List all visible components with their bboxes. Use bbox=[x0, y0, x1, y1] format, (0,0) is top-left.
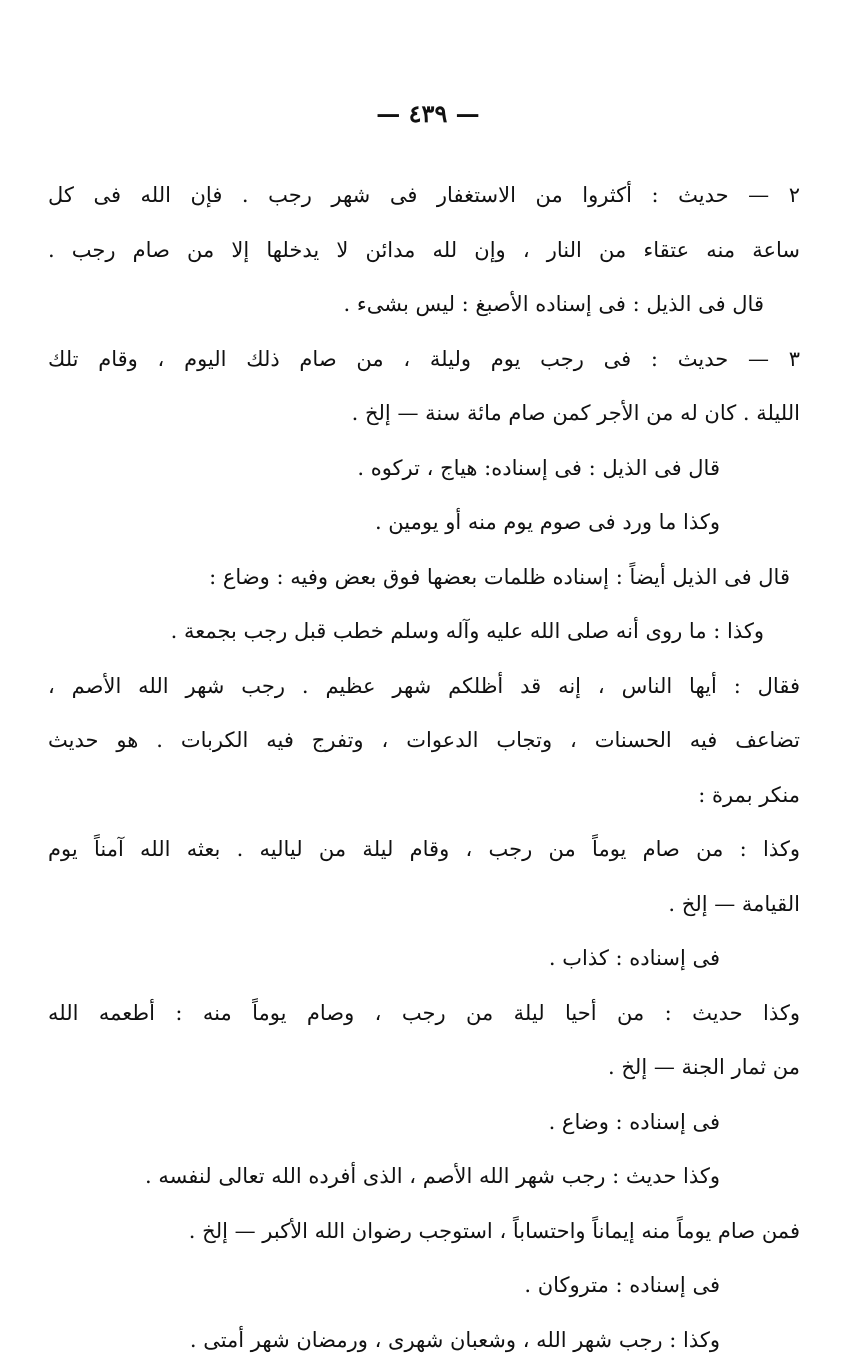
text-line: قال فى الذيل أيضاً : إسناده ظلمات بعضها فوق بعض وفيه : وضاع : bbox=[209, 564, 790, 589]
text-line: وكذا حديث : رجب شهر الله الأصم ، الذى أفرده الله تعالى لنفسه . bbox=[144, 1164, 720, 1188]
text-line: ٢ — حديث : أكثروا من الاستغفار فى شهر رجب . فإن الله فى كل bbox=[48, 183, 800, 207]
text-line: فى إسناده : متروكان . bbox=[524, 1273, 720, 1297]
text-line: فمن صام يوماً منه إيماناً واحتساباً ، استوجب رضوان الله الأكبر — إلخ . bbox=[188, 1218, 800, 1243]
text-line: وكذا حديث : من أحيا ليلة من رجب ، وصام يوماً منه : أطعمه الله bbox=[48, 1000, 800, 1025]
text-line: القيامة — إلخ . bbox=[668, 891, 800, 916]
text-line: فى إسناده : وضاع . bbox=[548, 1109, 720, 1134]
text-line: من ثمار الجنة — إلخ . bbox=[608, 1055, 800, 1079]
text-line: قال فى الذيل : فى إسناده الأصبغ : ليس بشىء . bbox=[343, 292, 764, 316]
text-line: وكذا : ما روى أنه صلى الله عليه وآله وسلم خطب قبل رجب بجمعة . bbox=[170, 619, 764, 643]
text-line: منكر بمرة : bbox=[698, 782, 800, 807]
text-line: فقال : أيها الناس ، إنه قد أظلكم شهر عظيم . رجب شهر الله الأصم ، bbox=[48, 673, 800, 698]
text-line: وكذا : من صام يوماً من رجب ، وقام ليلة من لياليه . بعثه الله آمناً يوم bbox=[48, 837, 800, 861]
page-body-text bbox=[48, 168, 800, 1367]
text-line: ساعة منه عتقاء من النار ، وإن لله مدائن لا يدخلها إلا من صام رجب . bbox=[48, 237, 800, 262]
text-line: وكذا : رجب شهر الله ، وشعبان شهرى ، ورمضان شهر أمتى . bbox=[189, 1327, 720, 1352]
text-line: الليلة . كان له من الأجر كمن صام مائة سنة — إلخ . bbox=[351, 401, 800, 425]
page-number: — ٤٣٩ — bbox=[376, 99, 480, 128]
text-line: فى إسناده : كذاب . bbox=[548, 946, 720, 970]
text-line: وكذا ما ورد فى صوم يوم منه أو يومين . bbox=[374, 510, 720, 534]
text-line: تضاعف فيه الحسنات ، وتجاب الدعوات ، وتفرج فيه الكربات . هو حديث bbox=[48, 728, 800, 752]
text-line: ٣ — حديث : فى رجب يوم وليلة ، من صام ذلك اليوم ، وقام تلك bbox=[48, 346, 800, 371]
text-line: قال فى الذيل : فى إسناده: هياج ، تركوه . bbox=[357, 455, 720, 480]
